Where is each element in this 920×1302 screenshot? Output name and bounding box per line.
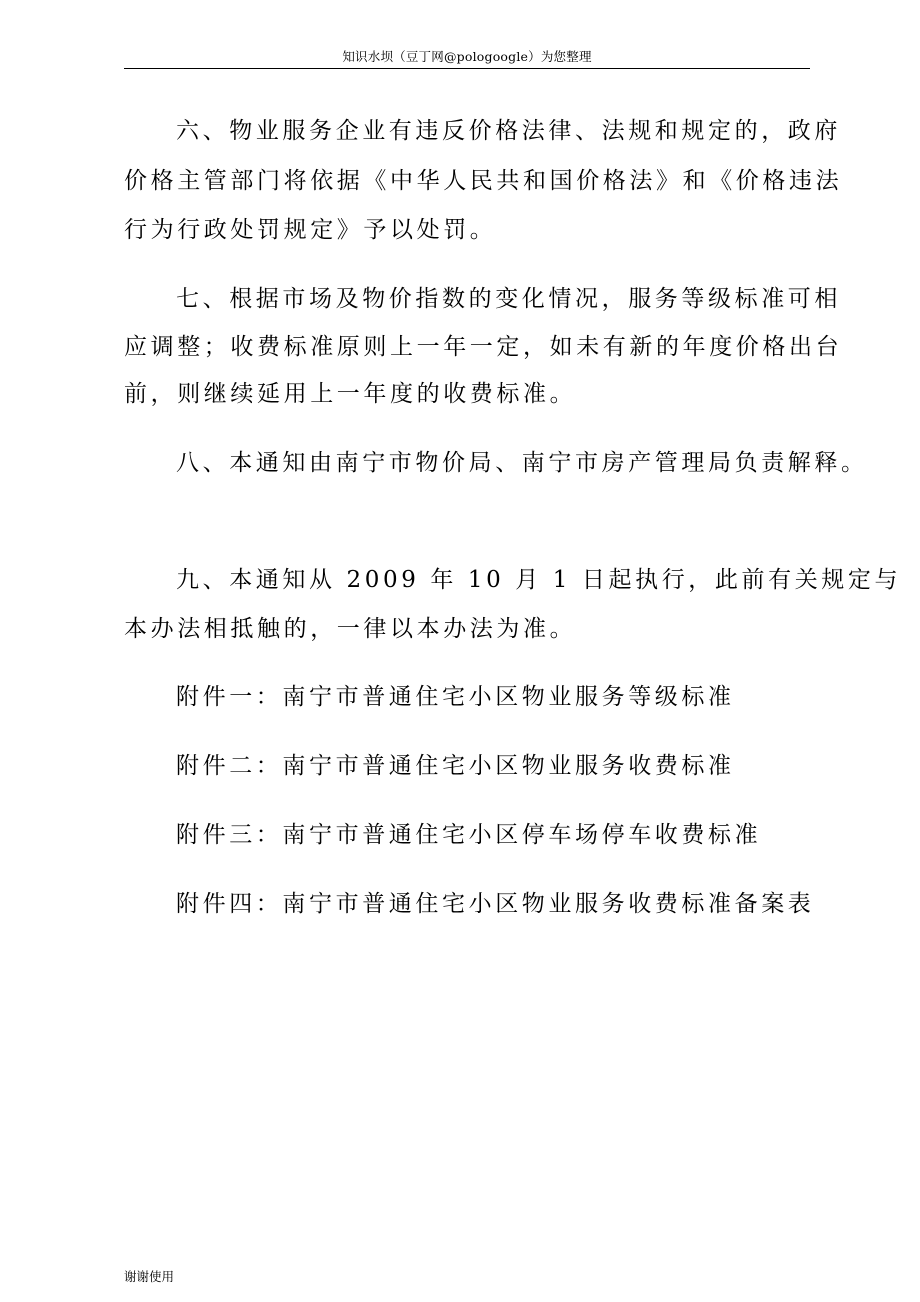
paragraph-line: 七、根据市场及物价指数的变化情况，服务等级标准可相 [176, 286, 841, 312]
header-text: 知识水坝（豆丁网@pologoogle）为您整理 [342, 49, 592, 64]
paragraph-line: 八、本通知由南宁市物价局、南宁市房产管理局负责解释。 [176, 450, 868, 476]
attachment-item: 附件三：南宁市普通住宅小区停车场停车收费标准 [176, 822, 762, 848]
paragraph-line: 本办法相抵触的，一律以本办法为准。 [124, 616, 577, 642]
attachment-item: 附件二：南宁市普通住宅小区物业服务收费标准 [176, 753, 735, 779]
page-footer: 谢谢使用 [124, 1269, 175, 1284]
paragraph-line: 价格主管部门将依据《中华人民共和国价格法》和《价格违法 [124, 168, 843, 194]
attachment-item: 附件一：南宁市普通住宅小区物业服务等级标准 [176, 684, 735, 710]
page-header [124, 48, 810, 69]
paragraph-line: 前，则继续延用上一年度的收费标准。 [124, 381, 577, 407]
paragraph-line: 六、物业服务企业有违反价格法律、法规和规定的，政府 [176, 118, 841, 144]
attachment-item: 附件四：南宁市普通住宅小区物业服务收费标准备案表 [176, 891, 815, 917]
paragraph-line: 应调整；收费标准原则上一年一定，如未有新的年度价格出台 [124, 334, 843, 360]
paragraph-line: 行为行政处罚规定》予以处罚。 [124, 217, 497, 243]
paragraph-line: 九、本通知从 2009 年 10 月 1 日起执行，此前有关规定与 [176, 567, 902, 593]
